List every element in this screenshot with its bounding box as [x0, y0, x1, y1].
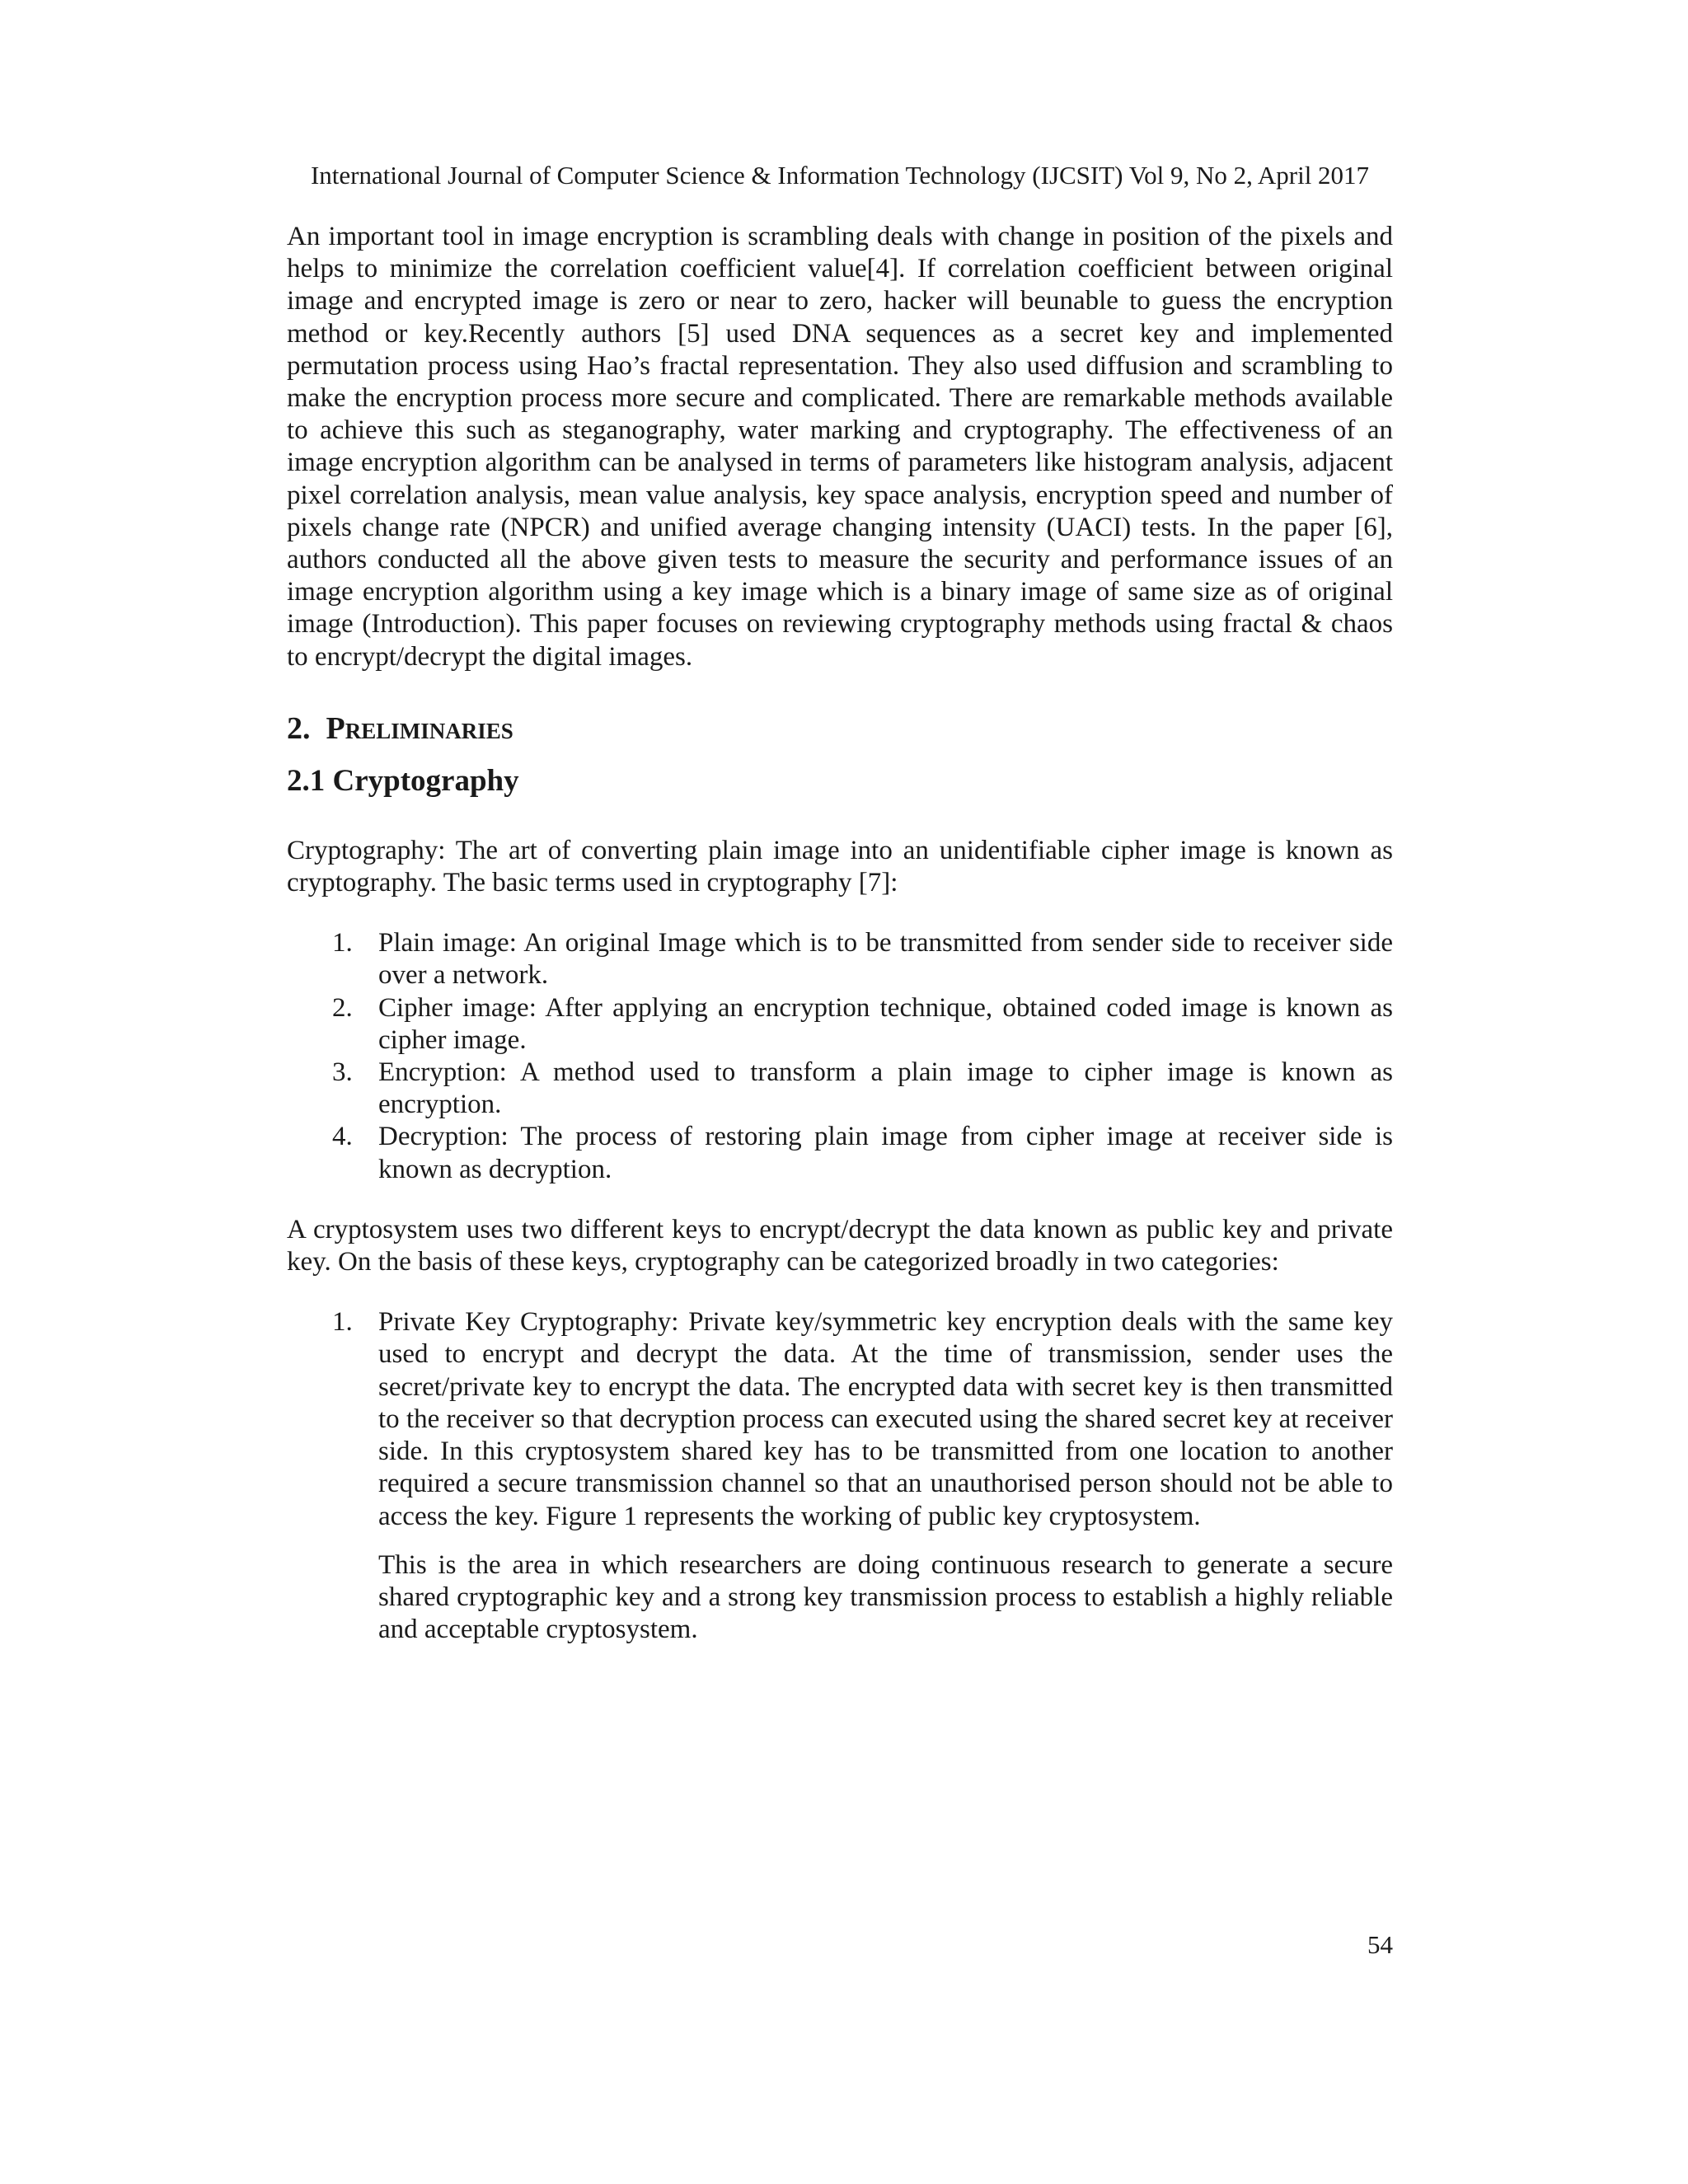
page-number: 54 [1367, 1930, 1393, 1959]
list-item [287, 992, 1393, 1057]
section-number: 2. [287, 710, 311, 746]
list-item-text: Encryption: A method used to transform a plain image to cipher image is known as encryption. [378, 1057, 1393, 1120]
running-header: International Journal of Computer Science & Information Technology (IJCSIT) Vol 9, No 2, April 2017 [310, 161, 1370, 190]
list-item-number: 2. [332, 992, 353, 1023]
list-item [287, 1121, 1393, 1185]
research-paragraph: This is the area in which researchers are doing continuous research to generate a secure shared cryptographic key and a strong key transmission process to establish a highly reliable and acceptable cryptosystem. [378, 1549, 1393, 1645]
categories-list [287, 1306, 1393, 1532]
list-item [287, 1306, 1393, 1532]
list-item-number: 4. [332, 1122, 353, 1152]
list-item-number: 1. [332, 1307, 353, 1338]
list-item-text: Cipher image: After applying an encryption technique, obtained coded image is known as cipher image. [378, 992, 1393, 1055]
list-item-text: Decryption: The process of restoring plain image from cipher image at receiver side is known as decryption. [378, 1122, 1393, 1184]
list-item [287, 1057, 1393, 1121]
keys-paragraph: A cryptosystem uses two different keys to encrypt/decrypt the data known as public key and private key. On the basis of these keys, cryptography can be categorized broadly in two categories: [287, 1214, 1393, 1277]
crypto-intro-paragraph: Cryptography: The art of converting plain image into an unidentifiable cipher image is known as cryptography. The basic terms used in cryptography [7]: [287, 835, 1393, 898]
subsection-heading: 2.1 Cryptography [287, 763, 519, 798]
list-item-number: 3. [332, 1057, 353, 1088]
section-heading [287, 708, 1393, 749]
intro-paragraph: An important tool in image encryption is scrambling deals with change in position of the pixels and helps to minimize the correlation coefficient value[4]. If correlation coefficient between original image and encrypted image is zero or near to zero, hacker will beunable to guess the encryption method or key.Recently authors [5] used DNA sequences as a secret key and implemented permutation process using Hao’s fractal representation. They also used diffusion and scrambling to make the encryption process more secure and complicated. There are remarkable methods available to achieve this such as steganography, water marking and cryptography. The effectiveness of an image encryption algorithm can be analysed in terms of parameters like histogram analysis, adjacent pixel correlation analysis, mean value analysis, key space analysis, encryption speed and number of pixels change rate (NPCR) and unified average changing intensity (UACI) tests. In the paper [6], authors conducted all the above given tests to measure the security and performance issues of an image encryption algorithm using a key image which is a binary image of same size as of original image (Introduction). This paper focuses on reviewing cryptography methods using fractal & chaos to encrypt/decrypt the digital images. [287, 222, 1393, 672]
list-item-text: Private Key Cryptography: Private key/symmetric key encryption deals with the same key used to encrypt and decrypt the data. At the time of transmission, sender uses the secret/private key to encrypt the data. The encrypted data with secret key is then transmitted to the receiver so that decryption process can executed using the shared secret key at receiver side. In this cryptosystem shared key has to be transmitted from one location to another required a secure transmission channel so that an unauthorised person should not be able to access the key. Figure 1 represents the working of public key cryptosystem. [378, 1307, 1393, 1531]
list-item-text: Plain image: An original Image which is to be transmitted from sender side to receiver side over a network. [378, 928, 1393, 991]
terms-list [287, 927, 1393, 1186]
list-item [287, 927, 1393, 991]
section-title: Preliminaries [326, 710, 513, 746]
body-text [287, 221, 1393, 1646]
list-item-number: 1. [332, 928, 353, 958]
